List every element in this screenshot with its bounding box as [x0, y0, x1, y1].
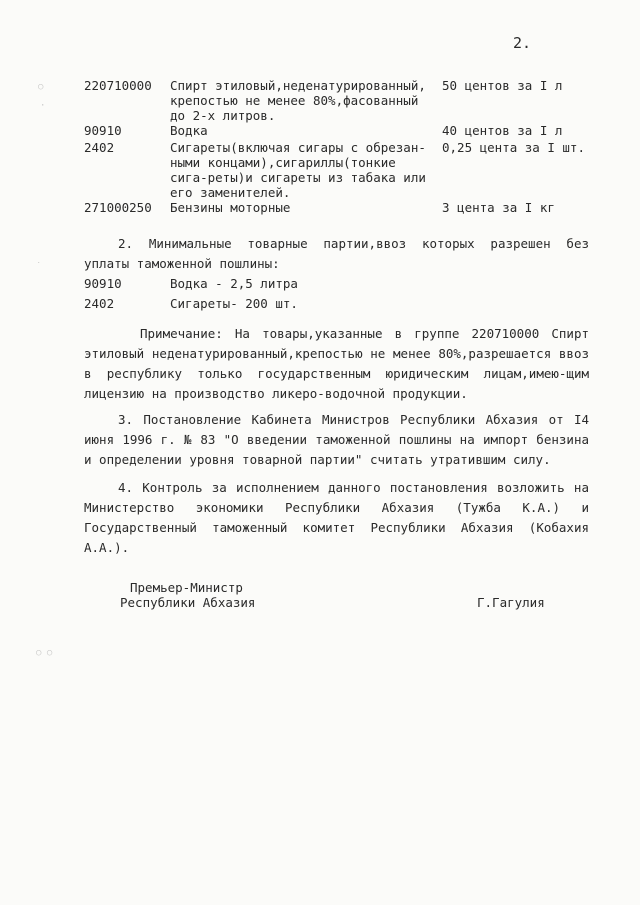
min-lot-text: Водка - 2,5 литра [170, 276, 298, 291]
tariff-code: 2402 [84, 140, 115, 155]
signatory-title [120, 580, 255, 610]
tariff-description: Сигареты(включая сигары с обрезан-ными концами),сигариллы(тонкие сига-реты)и сигареты из табака или его заменителей. [170, 140, 426, 200]
tariff-rate: 0,25 цента за I шт. [442, 140, 585, 155]
document-body [84, 234, 589, 558]
min-lot-row [84, 274, 589, 294]
tariff-table [84, 78, 604, 218]
hole-punch-mark: ○ [38, 82, 44, 92]
min-lot-row [84, 294, 589, 314]
tariff-row [84, 123, 604, 140]
tariff-code: 90910 [84, 123, 122, 138]
page-number: 2. [513, 34, 532, 52]
tariff-rate: 3 цента за I кг [442, 200, 555, 215]
clause-3: 3. Постановление Кабинета Министров Республики Абхазия от I4 июня 1996 г. № 83 "О введении таможенной пошлины на импорт бензина и определении уровня товарной партии" считать утратившим силу. [84, 412, 589, 467]
signatory-title-line: Республики Абхазия [120, 595, 256, 610]
tariff-rate: 40 центов за I л [442, 123, 563, 138]
tariff-row [84, 200, 604, 218]
tariff-row [84, 140, 604, 200]
tariff-rate: 50 центов за I л [442, 78, 563, 93]
min-lot-text: Сигареты- 200 шт. [170, 296, 298, 311]
tariff-description: Бензины моторные [170, 200, 291, 215]
note-paragraph: Примечание: На товары,указанные в группе 220710000 Спирт этиловый неденатурированный,крепостью не менее 80%,разрешается ввоз в республику только государственным юридическим лицам,имею-щим лицензию на производство ликеро-водочной продукции. [84, 326, 589, 401]
min-lot-code: 2402 [84, 296, 115, 311]
clause-2: 2. Минимальные товарные партии,ввоз которых разрешен без уплаты таможенной пошлины: [84, 236, 589, 271]
hole-punch-mark: ○ ○ [36, 648, 53, 658]
tariff-description: Водка [170, 123, 208, 138]
signatory-name: Г.Гагулия [477, 595, 545, 610]
min-lot-code: 90910 [84, 276, 122, 291]
tariff-code: 271000250 [84, 200, 152, 215]
tariff-description: Спирт этиловый,неденатурированный, крепостью не менее 80%,фасованный до 2-х литров. [170, 78, 426, 123]
signatory-title-line: Премьер-Министр [130, 580, 243, 595]
hole-punch-mark: ˙ [36, 262, 42, 272]
tariff-code: 220710000 [84, 78, 152, 93]
tariff-row [84, 78, 604, 123]
clause-4: 4. Контроль за исполнением данного постановления возложить на Министерство экономики Республики Абхазия (Тужба К.А.) и Государственный таможенный комитет Республики Абхазия (Кобахия А.А.). [84, 480, 589, 555]
hole-punch-mark: · [40, 101, 46, 111]
